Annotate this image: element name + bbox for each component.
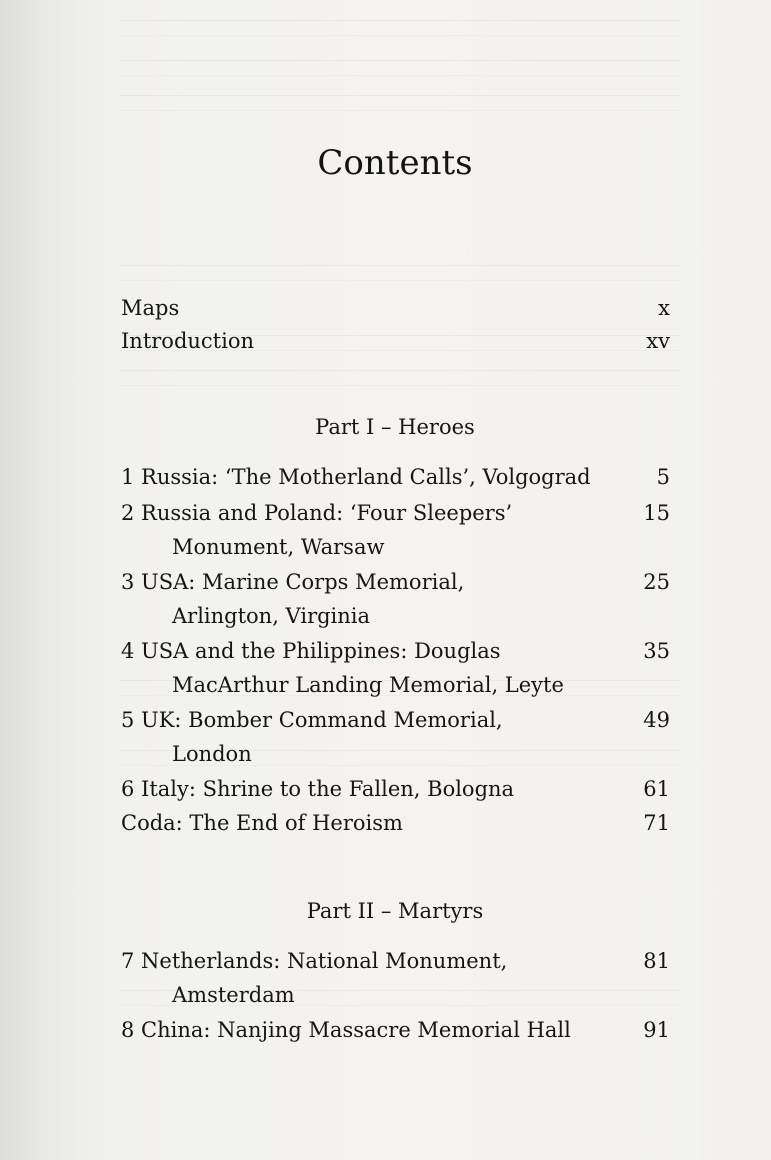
entry-label-continued: Monument, Warsaw bbox=[172, 535, 385, 559]
entry-page-number: 15 bbox=[643, 501, 670, 525]
show-through-line bbox=[120, 60, 680, 76]
page-title: Contents bbox=[317, 143, 473, 183]
part-heading-one: Part I – Heroes bbox=[315, 415, 475, 439]
entry-label: 8 China: Nanjing Massacre Memorial Hall bbox=[121, 1018, 571, 1042]
entry-page-number: 81 bbox=[643, 949, 670, 973]
entry-label: Introduction bbox=[121, 329, 254, 353]
entry-page-number: 49 bbox=[643, 708, 670, 732]
show-through-line bbox=[120, 370, 680, 386]
show-through-line bbox=[120, 95, 680, 111]
entry-page-number: 5 bbox=[656, 465, 670, 489]
show-through-line bbox=[120, 265, 680, 281]
entry-page-number: x bbox=[658, 296, 670, 320]
entry-label: 2 Russia and Poland: ‘Four Sleepers’ bbox=[121, 501, 513, 525]
entry-page-number: 91 bbox=[643, 1018, 670, 1042]
entry-label-continued: Amsterdam bbox=[172, 983, 295, 1007]
entry-label: 5 UK: Bomber Command Memorial, bbox=[121, 708, 503, 732]
entry-label-continued: Arlington, Virginia bbox=[172, 604, 371, 628]
entry-page-number: xv bbox=[646, 329, 670, 353]
show-through-line bbox=[120, 20, 680, 36]
entry-label: 7 Netherlands: National Monument, bbox=[121, 949, 508, 973]
entry-label-continued: London bbox=[172, 742, 252, 766]
entry-label: 1 Russia: ‘The Motherland Calls’, Volgograd bbox=[121, 465, 591, 489]
entry-label: Maps bbox=[121, 296, 180, 320]
entry-label: 6 Italy: Shrine to the Fallen, Bologna bbox=[121, 777, 515, 801]
entry-page-number: 71 bbox=[643, 811, 670, 835]
entry-label: 3 USA: Marine Corps Memorial, bbox=[121, 570, 465, 594]
part-heading-two: Part II – Martyrs bbox=[306, 899, 484, 923]
entry-page-number: 35 bbox=[643, 639, 670, 663]
entry-page-number: 61 bbox=[643, 777, 670, 801]
entry-label: 4 USA and the Philippines: Douglas bbox=[121, 639, 501, 663]
entry-label: Coda: The End of Heroism bbox=[121, 811, 403, 835]
entry-page-number: 25 bbox=[643, 570, 670, 594]
entry-label-continued: MacArthur Landing Memorial, Leyte bbox=[172, 673, 564, 697]
